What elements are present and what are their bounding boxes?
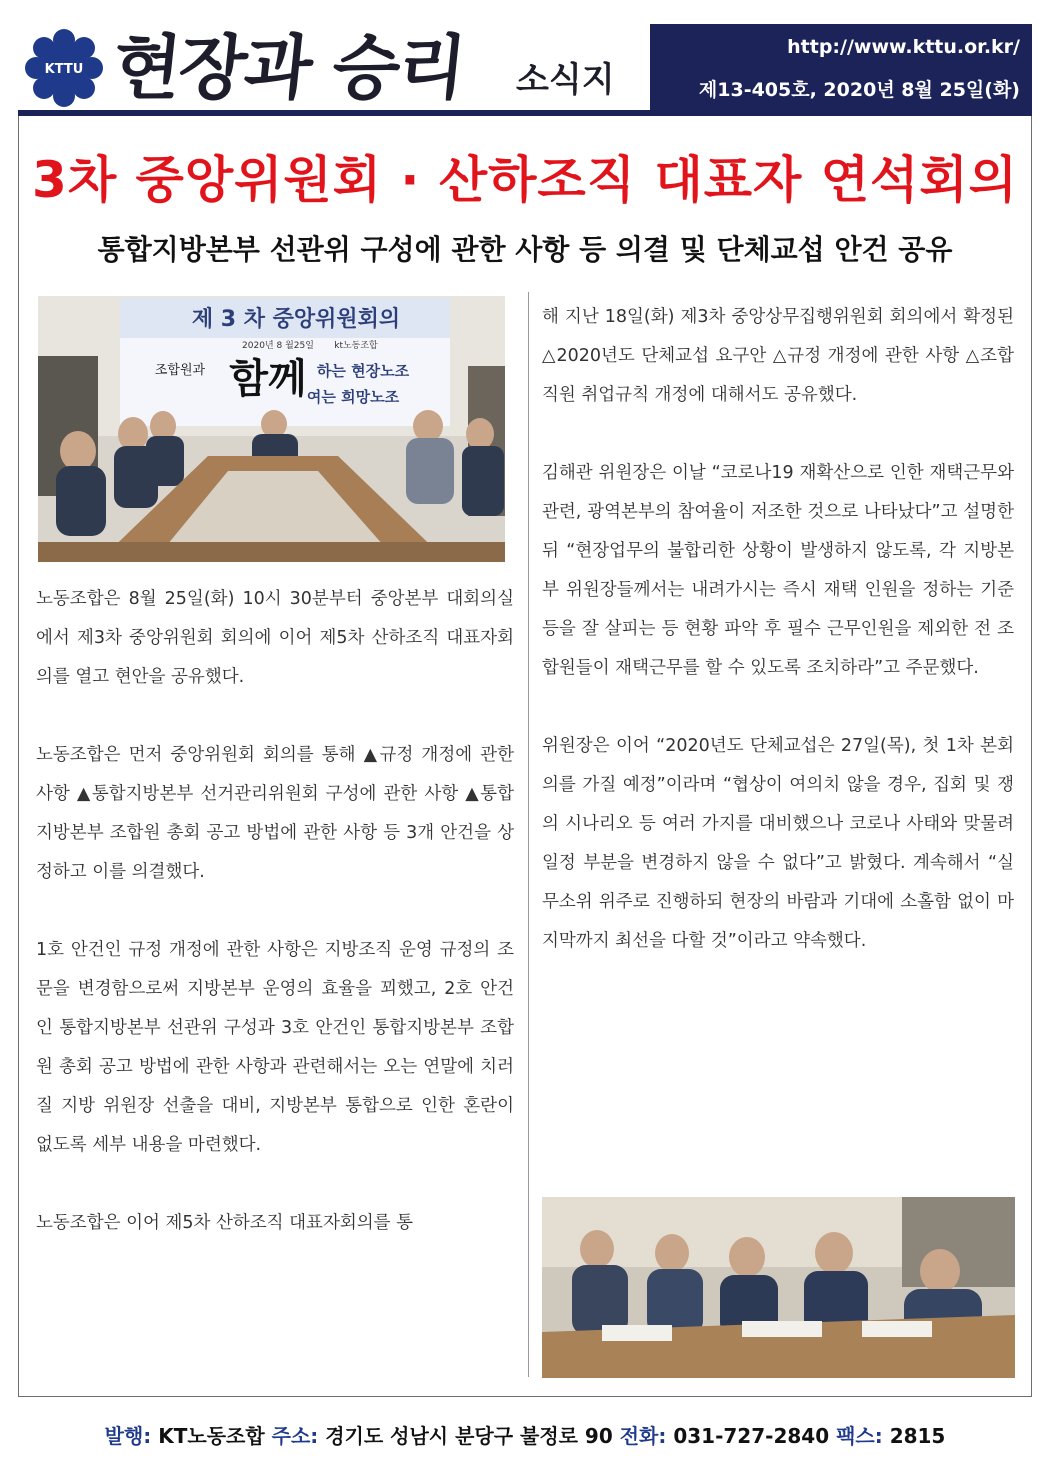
- representatives-photo: [542, 1197, 1015, 1378]
- newsletter-title: 현장과 승리: [109, 26, 469, 109]
- publisher: KT노동조합: [158, 1424, 265, 1448]
- phone-label: 전화:: [619, 1424, 667, 1448]
- masthead-info-box: [650, 24, 1032, 112]
- address-label: 주소:: [271, 1424, 319, 1448]
- website-link[interactable]: http://www.kttu.or.kr/: [787, 36, 1020, 58]
- paragraph: 김해관 위원장은 이날 “코로나19 재확산으로 인한 재택근무와 관련, 광역본부의 참여율이 저조한 것으로 나타났다”고 설명한 뒤 “현장업무의 불합리한 상황이 발생하지 않도록, 각 지방본부 위원장들께서는 내려가시는 즉시 재택 인원을 정하는 기준 등을 잘 살피는 등 현황 파악 후 필수 근무인원을 제외한 전 조합원들이 재택근무를 할 수 있도록 조치하라”고 주문했다.: [542, 463, 1014, 678]
- column-divider: [528, 292, 529, 1377]
- banner-slogan-d: 여는 희망노조: [306, 388, 400, 406]
- banner-slogan-c: 하는 현장노조: [316, 362, 410, 380]
- article-right-column: [542, 298, 1014, 1000]
- issue-date: 제13-405호, 2020년 8월 25일(화): [698, 79, 1020, 101]
- kttu-logo-icon: [24, 28, 104, 108]
- subheadline: 통합지방본부 선관위 구성에 관한 사항 등 의결 및 단체교섭 안건 공유: [97, 233, 953, 266]
- phone: 031-727-2840: [673, 1424, 830, 1448]
- address: 경기도 성남시 분당구 불정로 90: [325, 1424, 613, 1448]
- meeting-photo: [38, 296, 505, 562]
- fax-label: 팩스:: [836, 1424, 883, 1448]
- article-left-column: [36, 580, 514, 1282]
- banner-slogan-b: 함께: [229, 355, 307, 402]
- banner-date: 2020년 8 월25일: [242, 341, 314, 351]
- banner-slogan-a: 조합원과: [154, 363, 206, 378]
- headline: 3차 중앙위원회 · 산하조직 대표자 연석회의: [32, 151, 1018, 209]
- banner-org: kt노동조합: [334, 341, 378, 351]
- newsletter-subtitle: 소식지: [516, 60, 615, 100]
- paragraph: 위원장은 이어 “2020년도 단체교섭은 27일(목), 첫 1차 본회의를 가질 예정”이라며 “협상이 여의치 않을 경우, 집회 및 쟁의 시나리오 등 여러 가지를 대비했으나 코로나 사태와 맞물려 일정 부분을 변경하지 않을 수 없다”고 밝혔다. 계속해서 “실무소위 위주로 진행하되 현장의 바람과 기대에 소홀함 없이 마지막까지 최선을 다할 것”이라고 약속했다.: [542, 736, 1014, 951]
- paragraph: 노동조합은 8월 25일(화) 10시 30분부터 중앙본부 대회의실에서 제3차 중앙위원회 회의에 이어 제5차 산하조직 대표자회의를 열고 현안을 공유했다.: [36, 589, 514, 687]
- footer: [0, 1420, 1050, 1449]
- publisher-label: 발행:: [104, 1424, 152, 1448]
- masthead: [18, 10, 1032, 112]
- paragraph: 1호 안건인 규정 개정에 관한 사항은 지방조직 운영 규정의 조문을 변경함으로써 지방본부 운영의 효율을 꾀했고, 2호 안건인 통합지방본부 선관위 구성과 3호 안건인 통합지방본부 조합원 총회 공고 방법에 관한 사항과 관련해서는 오는 연말에 치러질 지방 위원장 선출을 대비, 지방본부 통합으로 인한 혼란이 없도록 세부 내용을 마련했다.: [36, 940, 514, 1155]
- logo-text: KTTU: [44, 62, 84, 77]
- paragraph: 해 지난 18일(화) 제3차 중앙상무집행위원회 회의에서 확정된 △2020년도 단체교섭 요구안 △규정 개정에 관한 사항 △조합 직원 취업규칙 개정에 대해서도 공유했다.: [542, 307, 1014, 405]
- paragraph: 노동조합은 이어 제5차 산하조직 대표자회의를 통: [36, 1213, 414, 1233]
- banner-title: 제 3 차 중앙위원회의: [191, 307, 401, 332]
- fax: 2815: [889, 1424, 946, 1448]
- paragraph: 노동조합은 먼저 중앙위원회 회의를 통해 ▲규정 개정에 관한 사항 ▲통합지방본부 선거관리위원회 구성에 관한 사항 ▲통합지방본부 조합원 총회 공고 방법에 관한 사항 등 3개 안건을 상정하고 이를 의결했다.: [36, 745, 514, 882]
